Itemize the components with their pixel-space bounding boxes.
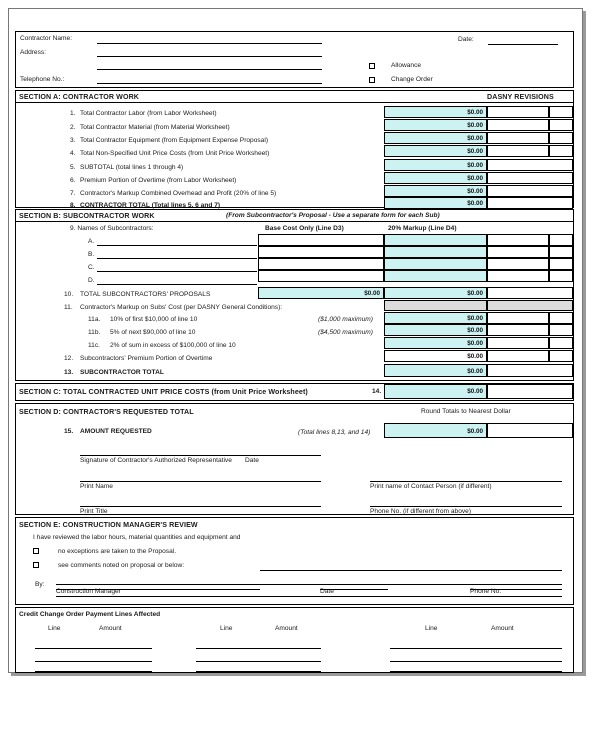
line-13-number: 13. bbox=[64, 369, 74, 376]
sub-row-a-label: A. bbox=[88, 238, 95, 245]
line-7-number: 7. bbox=[70, 190, 76, 197]
section-c-revision-cell[interactable] bbox=[487, 384, 573, 399]
address-input-line2[interactable] bbox=[97, 69, 322, 70]
sub-row-a-name-input[interactable] bbox=[97, 245, 257, 246]
line-2-revision-cell-a[interactable] bbox=[487, 119, 549, 131]
change-order-label: Change Order bbox=[391, 76, 433, 83]
line-6-number: 6. bbox=[70, 177, 76, 184]
round-totals-note: Round Totals to Nearest Dollar bbox=[421, 408, 511, 415]
signature-label: Signature of Contractor's Authorized Representative bbox=[80, 457, 232, 464]
date-label: Date: bbox=[458, 36, 474, 43]
line-5-amount: $0.00 bbox=[467, 162, 483, 169]
line-15-text: AMOUNT REQUESTED bbox=[80, 428, 152, 435]
line-4-revision-cell-a[interactable] bbox=[487, 145, 549, 157]
sub-row-a-revision-cell-a[interactable] bbox=[487, 234, 549, 246]
line-3-amount: $0.00 bbox=[467, 135, 483, 142]
line-11a-amount: $0.00 bbox=[467, 315, 483, 322]
section-b-note: (From Subcontractor's Proposal - Use a separate form for each Sub) bbox=[226, 212, 440, 219]
contact-person-label: Print name of Contact Person (if different) bbox=[370, 483, 492, 490]
contact-phone-label: Phone No. (if different from above) bbox=[370, 508, 472, 515]
line-12-amount: $0.00 bbox=[467, 353, 483, 360]
address-label: Address: bbox=[20, 49, 47, 56]
credit-col1-line-header: Line bbox=[48, 625, 61, 632]
line-11a-number: 11a. bbox=[88, 316, 101, 323]
line-15-amount: $0.00 bbox=[467, 428, 483, 435]
line-11b-revision-cell-a[interactable] bbox=[487, 324, 549, 336]
line-10-base-amount: $0.00 bbox=[364, 290, 380, 297]
credit-col1-row1-input[interactable] bbox=[35, 648, 152, 649]
line-11a-max-note: ($1,000 maximum) bbox=[318, 316, 373, 323]
sub-row-d-markup-cell[interactable] bbox=[384, 270, 487, 282]
line-8-text: CONTRACTOR TOTAL (Total lines 5, 6 and 7) bbox=[80, 202, 221, 209]
credit-col3-row1-input[interactable] bbox=[390, 648, 562, 649]
line-8-number: 8. bbox=[70, 202, 76, 209]
sub-row-d-base-cell[interactable] bbox=[258, 270, 384, 282]
line-11c-revision-cell-a[interactable] bbox=[487, 337, 549, 349]
revisions-header: DASNY REVISIONS bbox=[487, 93, 554, 101]
line-11a-text: 10% of first $10,000 of line 10 bbox=[110, 316, 198, 323]
contact-phone-input[interactable] bbox=[370, 506, 562, 507]
sub-row-b-label: B. bbox=[88, 251, 95, 258]
credit-col2-row3-input[interactable] bbox=[196, 671, 321, 672]
line-1-revision-cell-b[interactable] bbox=[549, 106, 573, 118]
line-12-revision-cell-a[interactable] bbox=[487, 350, 549, 362]
line-6-text: Premium Portion of Overtime (from Labor Worksheet) bbox=[80, 177, 237, 184]
line-1-amount: $0.00 bbox=[467, 109, 483, 116]
credit-col2-amount-header: Amount bbox=[275, 625, 298, 632]
credit-col3-row2-input[interactable] bbox=[390, 661, 562, 662]
allowance-checkbox[interactable] bbox=[369, 63, 375, 69]
base-cost-column-header: Base Cost Only (Line D3) bbox=[265, 225, 344, 232]
line-2-amount: $0.00 bbox=[467, 122, 483, 129]
markup-column-header: 20% Markup (Line D4) bbox=[388, 225, 457, 232]
line-12-text: Subcontractors' Premium Portion of Overtime bbox=[80, 355, 213, 362]
line-4-text: Total Non-Specified Unit Price Costs (from Unit Price Worksheet) bbox=[80, 150, 270, 157]
line-11c-text: 2% of sum in excess of $100,000 of line 10 bbox=[110, 342, 236, 349]
print-name-label: Print Name bbox=[80, 483, 113, 490]
sub-row-a-revision-cell-b[interactable] bbox=[549, 234, 573, 246]
sub-row-c-markup-cell[interactable] bbox=[384, 258, 487, 270]
line-8-revision-cell[interactable] bbox=[487, 197, 573, 209]
signature-date-label: Date bbox=[245, 457, 259, 464]
section-c-title: SECTION C: TOTAL CONTRACTED UNIT PRICE COSTS (from Unit Price Worksheet) bbox=[19, 388, 308, 396]
sub-row-c-name-input[interactable] bbox=[97, 271, 257, 272]
cm-label: Construction Manager bbox=[56, 588, 121, 595]
sub-row-c-revision-cell-b[interactable] bbox=[549, 258, 573, 270]
line-11b-text: 5% of next $90,000 of line 10 bbox=[110, 329, 196, 336]
line-11-text: Contractor's Markup on Subs' Cost (per DASNY General Conditions): bbox=[80, 304, 283, 311]
credit-col3-amount-header: Amount bbox=[491, 625, 514, 632]
line-5-revision-cell[interactable] bbox=[487, 159, 573, 171]
no-exceptions-label: no exceptions are taken to the Proposal. bbox=[58, 548, 177, 555]
telephone-input[interactable] bbox=[97, 83, 322, 84]
comments-input-line1[interactable] bbox=[260, 570, 562, 571]
sub-row-c-base-cell[interactable] bbox=[258, 258, 384, 270]
section-e-intro: I have reviewed the labor hours, material quantities and equipment and bbox=[33, 534, 241, 541]
credit-col2-row1-input[interactable] bbox=[196, 648, 321, 649]
line-10-number: 10. bbox=[64, 291, 74, 298]
credit-col2-line-header: Line bbox=[220, 625, 233, 632]
line-11-number: 11. bbox=[64, 304, 73, 311]
credit-col2-row2-input[interactable] bbox=[196, 661, 321, 662]
address-input-line1[interactable] bbox=[97, 56, 322, 57]
line-6-amount: $0.00 bbox=[467, 175, 483, 182]
credit-col3-row3-input[interactable] bbox=[390, 671, 562, 672]
line-4-amount: $0.00 bbox=[467, 148, 483, 155]
section-a-header-rule bbox=[16, 102, 573, 103]
line-9-label: 9. Names of Subcontractors: bbox=[70, 225, 154, 232]
section-c-line-number: 14. bbox=[372, 388, 382, 395]
print-name-input[interactable] bbox=[80, 481, 321, 482]
line-12-number: 12. bbox=[64, 355, 74, 362]
cm-phone-label: Phone No. bbox=[470, 588, 502, 595]
cm-date-label: Date bbox=[320, 588, 334, 595]
line-11b-revision-cell-b[interactable] bbox=[549, 324, 573, 336]
section-b-title: SECTION B: SUBCONTRACTOR WORK bbox=[19, 212, 155, 220]
line-15-revision-cell[interactable] bbox=[487, 423, 573, 438]
section-c-amount: $0.00 bbox=[467, 388, 483, 395]
line-2-number: 2. bbox=[70, 124, 76, 131]
sub-row-b-revision-cell-a[interactable] bbox=[487, 246, 549, 258]
line-2-revision-cell-b[interactable] bbox=[549, 119, 573, 131]
line-1-number: 1. bbox=[70, 110, 76, 117]
print-title-input[interactable] bbox=[80, 506, 321, 507]
credit-col1-amount-header: Amount bbox=[99, 625, 122, 632]
line-11a-revision-cell-b[interactable] bbox=[549, 312, 573, 324]
contact-person-input[interactable] bbox=[370, 481, 562, 482]
sub-row-d-label: D. bbox=[88, 277, 95, 284]
section-e-by-label: By: bbox=[35, 581, 45, 588]
contractor-name-label: Contractor Name: bbox=[20, 35, 73, 42]
credit-col1-row2-input[interactable] bbox=[35, 661, 152, 662]
sub-row-b-base-cell[interactable] bbox=[258, 246, 384, 258]
line-3-text: Total Contractor Equipment (from Equipment Expense Proposal) bbox=[80, 137, 269, 144]
line-13-revision-cell[interactable] bbox=[487, 364, 573, 377]
sub-row-a-markup-cell[interactable] bbox=[384, 234, 487, 246]
line-5-text: SUBTOTAL (total lines 1 through 4) bbox=[80, 164, 184, 171]
line-3-revision-cell-a[interactable] bbox=[487, 132, 549, 144]
sub-row-c-revision-cell-a[interactable] bbox=[487, 258, 549, 270]
line-11c-revision-cell-b[interactable] bbox=[549, 337, 573, 349]
line-15-note: (Total lines 8,13, and 14) bbox=[298, 429, 371, 436]
line-2-text: Total Contractor Material (from Material Worksheet) bbox=[80, 124, 230, 131]
line-11c-amount: $0.00 bbox=[467, 340, 483, 347]
print-title-label: Print Title bbox=[80, 508, 108, 515]
see-comments-checkbox[interactable] bbox=[33, 562, 39, 568]
line-7-revision-cell[interactable] bbox=[487, 185, 573, 197]
line-7-text: Contractor's Markup Combined Overhead and Profit (20% of line 5) bbox=[80, 190, 277, 197]
line-7-amount: $0.00 bbox=[467, 188, 483, 195]
sub-row-d-name-input[interactable] bbox=[97, 284, 257, 285]
header-block bbox=[15, 31, 574, 88]
line-1-revision-cell-a[interactable] bbox=[487, 106, 549, 118]
line-11-revision-cell bbox=[487, 300, 573, 311]
credit-col3-line-header: Line bbox=[425, 625, 438, 632]
line-11b-max-note: ($4,500 maximum) bbox=[318, 329, 373, 336]
line-13-text: SUBCONTRACTOR TOTAL bbox=[80, 369, 164, 376]
comments-input-line2[interactable] bbox=[56, 584, 562, 585]
line-13-amount: $0.00 bbox=[467, 368, 483, 375]
line-3-number: 3. bbox=[70, 137, 76, 144]
line-5-number: 5. bbox=[70, 164, 76, 171]
allowance-label: Allowance bbox=[391, 62, 422, 69]
section-a-title: SECTION A: CONTRACTOR WORK bbox=[19, 93, 140, 101]
sub-row-d-revision-cell-b[interactable] bbox=[549, 270, 573, 282]
see-comments-label: see comments noted on proposal or below: bbox=[58, 562, 185, 569]
telephone-label: Telephone No.: bbox=[20, 76, 65, 83]
line-1-text: Total Contractor Labor (from Labor Worksheet) bbox=[80, 110, 217, 117]
line-11c-number: 11c. bbox=[88, 342, 100, 349]
line-11b-number: 11b. bbox=[88, 329, 101, 336]
sub-row-a-base-cell[interactable] bbox=[258, 234, 384, 246]
section-d-title: SECTION D: CONTRACTOR'S REQUESTED TOTAL bbox=[19, 408, 194, 416]
line-3-revision-cell-b[interactable] bbox=[549, 132, 573, 144]
line-4-revision-cell-b[interactable] bbox=[549, 145, 573, 157]
sub-row-c-label: C. bbox=[88, 264, 95, 271]
line-8-amount: $0.00 bbox=[467, 200, 483, 207]
line-10-revision-cell[interactable] bbox=[487, 287, 573, 299]
section-e-title: SECTION E: CONSTRUCTION MANAGER'S REVIEW bbox=[19, 521, 198, 529]
line-15-number: 15. bbox=[64, 428, 74, 435]
comments-input-line3[interactable] bbox=[56, 596, 562, 597]
line-11-amount-cell bbox=[384, 300, 487, 311]
line-10-markup-amount: $0.00 bbox=[467, 290, 483, 297]
line-4-number: 4. bbox=[70, 150, 76, 157]
credit-col1-row3-input[interactable] bbox=[35, 671, 152, 672]
date-input[interactable] bbox=[488, 44, 558, 45]
section-b-header-rule bbox=[16, 221, 573, 222]
line-6-revision-cell[interactable] bbox=[487, 172, 573, 184]
change-order-checkbox[interactable] bbox=[369, 77, 375, 83]
sub-row-b-revision-cell-b[interactable] bbox=[549, 246, 573, 258]
credit-block-title: Credit Change Order Payment Lines Affected bbox=[19, 611, 161, 618]
line-12-revision-cell-b[interactable] bbox=[549, 350, 573, 362]
sub-row-d-revision-cell-a[interactable] bbox=[487, 270, 549, 282]
contractor-name-input[interactable] bbox=[97, 43, 322, 44]
signature-input[interactable] bbox=[80, 455, 321, 456]
line-11a-revision-cell-a[interactable] bbox=[487, 312, 549, 324]
line-10-text: TOTAL SUBCONTRACTORS' PROPOSALS bbox=[80, 291, 211, 298]
line-11b-amount: $0.00 bbox=[467, 327, 483, 334]
sub-row-b-markup-cell[interactable] bbox=[384, 246, 487, 258]
no-exceptions-checkbox[interactable] bbox=[33, 548, 39, 554]
sub-row-b-name-input[interactable] bbox=[97, 258, 257, 259]
